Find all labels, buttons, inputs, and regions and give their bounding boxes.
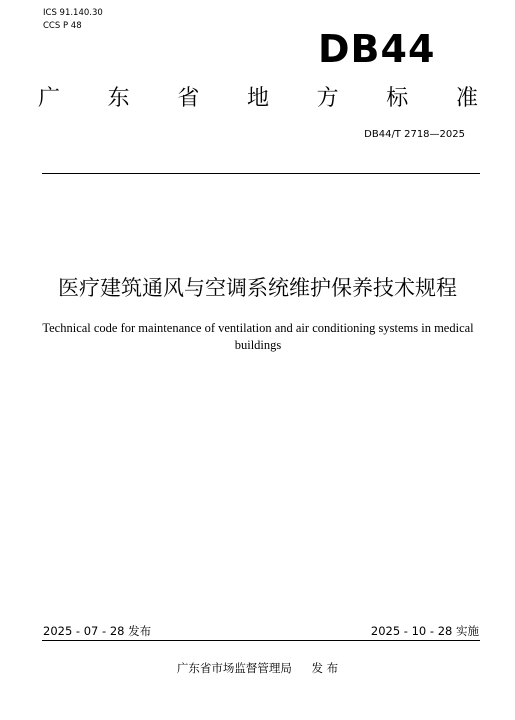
title-chinese: 医疗建筑通风与空调系统维护保养技术规程 <box>58 276 457 300</box>
standard-category-char: 标 <box>386 86 409 111</box>
issuer-line <box>0 661 515 675</box>
standard-category <box>38 86 478 112</box>
top-divider <box>42 173 480 174</box>
standard-category-char: 东 <box>107 86 130 111</box>
implement-date: 2025 - 10 - 28 实施 <box>370 624 479 638</box>
issue-date: 2025 - 07 - 28 发布 <box>43 624 152 638</box>
standard-category-char: 准 <box>455 86 478 111</box>
standard-category-char: 地 <box>246 86 269 111</box>
standard-category-char: 省 <box>177 86 200 111</box>
bottom-divider <box>42 640 480 641</box>
standard-category-char: 方 <box>316 86 339 111</box>
issuer-action: 发 布 <box>311 661 339 675</box>
standard-code: DB44/T 2718—2025 <box>364 129 465 140</box>
ccs-code: CCS P 48 <box>43 21 82 31</box>
ics-code: ICS 91.140.30 <box>43 8 103 18</box>
standard-category-char: 广 <box>38 86 61 111</box>
db44-logo <box>318 28 440 70</box>
issuer-name: 广东省市场监督管理局 <box>176 661 292 675</box>
logo-text: DB44 <box>318 27 436 71</box>
title-english: Technical code for maintenance of ventilation and air conditioning systems in medical buildings <box>42 321 474 352</box>
